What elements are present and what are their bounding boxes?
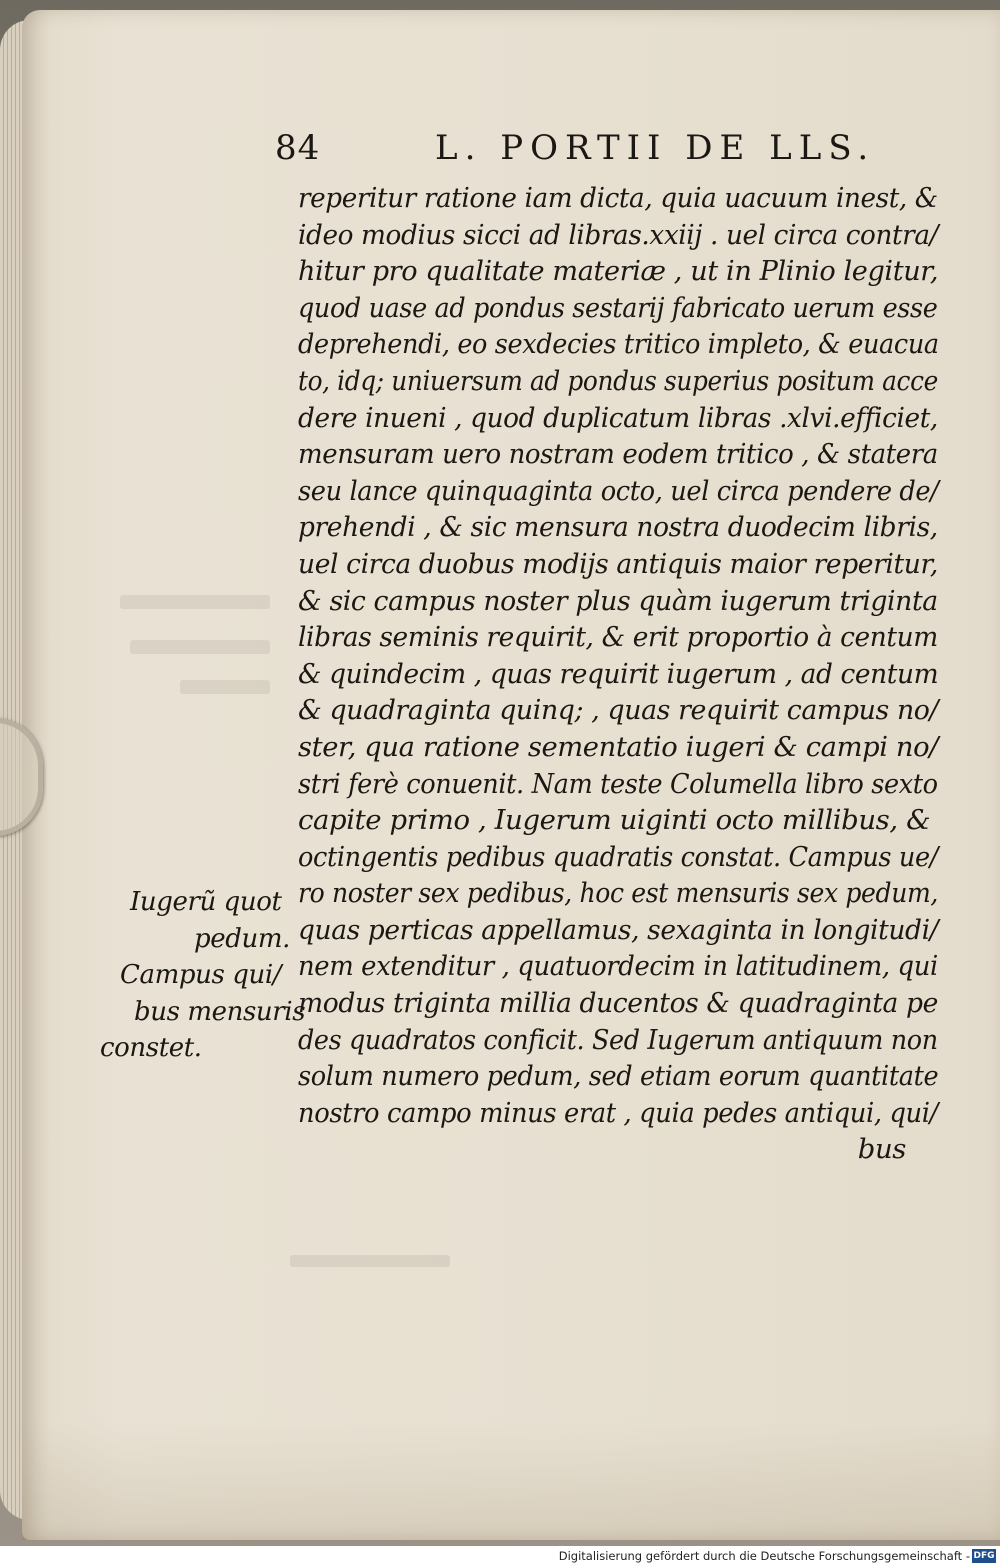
text-line: & quadraginta quinq; , quas requirit campus no/ xyxy=(298,694,939,727)
text-line: ster, qua ratione sementatio iugeri & campi no/ xyxy=(298,730,939,763)
text-line: deprehendi, eo sexdecies tritico impleto, & euacua xyxy=(298,328,939,361)
digitization-credit: Digitalisierung gefördert durch die Deutsche Forschungsgemeinschaft - xyxy=(558,1549,970,1563)
bleed-through-mark xyxy=(180,680,270,694)
margin-note-line: Iugerũ quot xyxy=(130,887,282,917)
text-line: & quindecim , quas requirit iugerum , ad centum xyxy=(298,657,939,690)
catchword: bus xyxy=(857,1133,906,1166)
text-line: solum numero pedum, sed etiam eorum quantitate xyxy=(298,1060,939,1093)
text-line: nem extenditur , quatuordecim in latitudinem, qui xyxy=(298,950,938,983)
text-line: modus triginta millia ducentos & quadraginta pe xyxy=(298,987,938,1020)
margin-note-line: pedum. xyxy=(194,923,290,954)
margin-note-line: bus mensuris xyxy=(134,996,306,1027)
bleed-through-mark xyxy=(120,595,270,609)
text-line: prehendi , & sic mensura nostra duodecim libris, xyxy=(298,511,938,544)
text-line: quas perticas appellamus, sexaginta in longitudi/ xyxy=(298,913,939,946)
text-line: quod uase ad pondus sestarij fabricato uerum esse xyxy=(298,291,938,324)
text-line: libras seminis requirit, & erit proportio à centum xyxy=(298,621,938,654)
text-line: capite primo , Iugerum uiginti octo millibus, & xyxy=(298,804,931,837)
text-line: ideo modius sicci ad libras.xxiij . uel circa contra/ xyxy=(298,218,939,251)
page-header xyxy=(275,128,955,178)
page-number: 84 xyxy=(275,128,321,168)
text-line: reperitur ratione iam dicta, quia uacuum inest, & xyxy=(298,182,938,214)
text-line: hitur pro qualitate materiæ , ut in Plinio legitur, xyxy=(298,255,939,288)
text-line: stri ferè conuenit. Nam teste Columella libro sexto xyxy=(298,767,938,800)
text-line: nostro campo minus erat , quia pedes antiqui, qui/ xyxy=(298,1096,938,1129)
text-line: ro noster sex pedibus, hoc est mensuris sex pedum, xyxy=(298,877,939,910)
text-line: to, idq; uniuersum ad pondus superius positum acce xyxy=(298,364,938,397)
text-line: des quadratos conficit. Sed Iugerum antiquum non xyxy=(298,1023,938,1056)
margin-note-line: Campus qui/ xyxy=(120,960,282,991)
margin-note-line: constet. xyxy=(100,1033,202,1064)
text-line: dere inueni , quod duplicatum libras .xlvi.efficiet, xyxy=(298,401,938,434)
dfg-logo-icon: DFG xyxy=(973,1551,995,1561)
text-line: seu lance quinquaginta octo, uel circa pendere de/ xyxy=(298,474,939,507)
text-line: uel circa duobus modijs antiquis maior reperitur, xyxy=(298,547,938,580)
page-bottom-shadow xyxy=(22,1420,1000,1540)
bleed-through-mark xyxy=(290,1255,450,1267)
text-line: & sic campus noster plus quàm iugerum triginta xyxy=(298,584,938,617)
text-line: octingentis pedibus quadratis constat. Campus ue/ xyxy=(298,840,938,873)
main-text-column xyxy=(298,180,948,1168)
marginal-notes xyxy=(100,884,306,1067)
bleed-through-mark xyxy=(130,640,270,654)
running-head: L. PORTII DE LLS. xyxy=(435,128,876,168)
text-line: mensuram uero nostram eodem tritico , & statera xyxy=(298,438,938,471)
